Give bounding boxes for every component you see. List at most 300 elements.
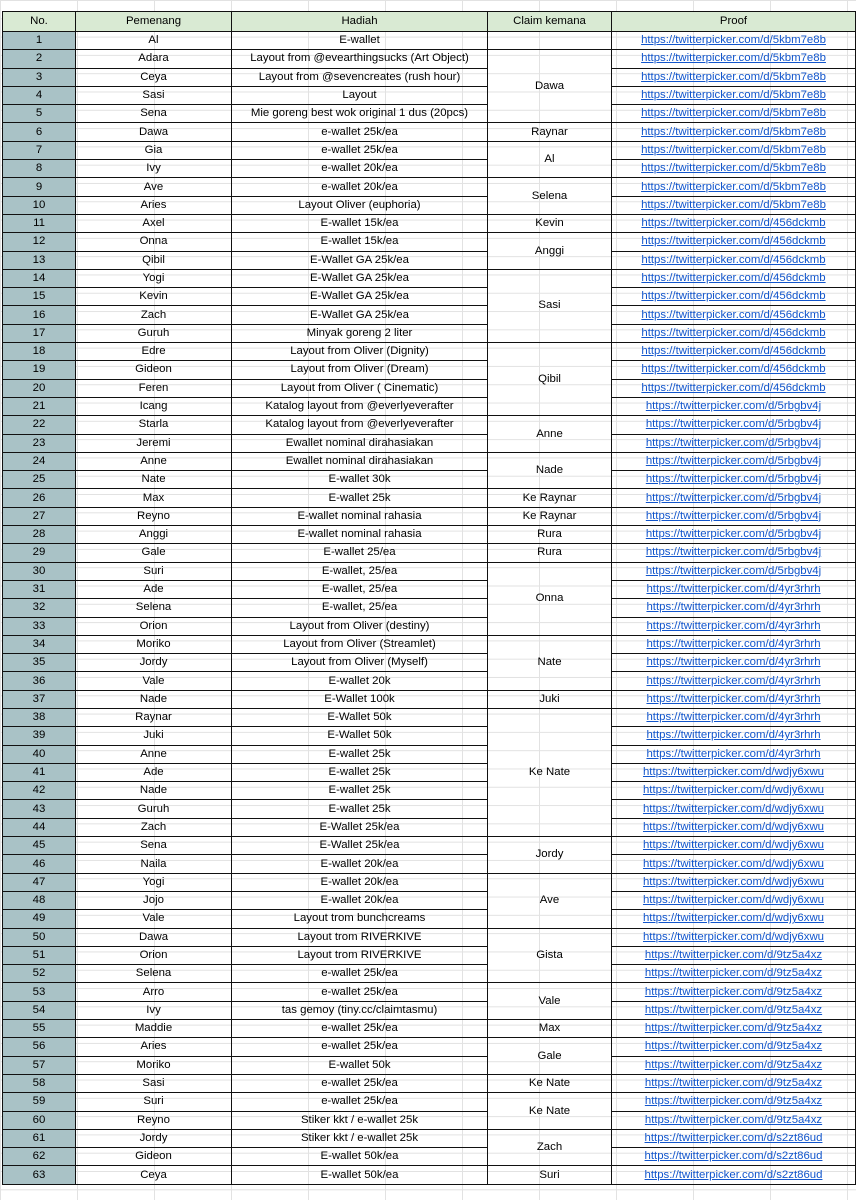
prize-cell[interactable]: Layout trom RIVERKIVE [232, 928, 488, 946]
row-number-cell[interactable]: 44 [3, 818, 76, 836]
row-number-cell[interactable]: 51 [3, 946, 76, 964]
row-number-cell[interactable]: 25 [3, 471, 76, 489]
winner-name-cell[interactable]: Anggi [76, 526, 232, 544]
prize-cell[interactable]: E-Wallet GA 25k/ea [232, 269, 488, 287]
proof-link[interactable]: https://twitterpicker.com/d/456dckmb [612, 269, 856, 287]
prize-cell[interactable]: Stiker kkt / e-wallet 25k [232, 1111, 488, 1129]
claim-destination-cell[interactable]: Gista [488, 928, 612, 983]
claim-destination-cell[interactable]: Al [488, 141, 612, 178]
claim-destination-cell[interactable]: Max [488, 1020, 612, 1038]
prize-cell[interactable]: E-wallet 25k [232, 800, 488, 818]
winner-name-cell[interactable]: Feren [76, 379, 232, 397]
winner-name-cell[interactable]: Reyno [76, 1111, 232, 1129]
prize-cell[interactable]: E-wallet 25k [232, 763, 488, 781]
table-row [3, 1056, 856, 1074]
winner-name-cell[interactable]: Zach [76, 306, 232, 324]
prize-cell[interactable]: E-Wallet GA 25k/ea [232, 288, 488, 306]
proof-link[interactable]: https://twitterpicker.com/d/s2zt86ud [612, 1148, 856, 1166]
prize-cell[interactable]: e-wallet 25k/ea [232, 965, 488, 983]
prize-cell[interactable]: E-Wallet 25k/ea [232, 818, 488, 836]
claim-destination-cell[interactable]: Rura [488, 544, 612, 562]
proof-link[interactable]: https://twitterpicker.com/d/5kbm7e8b [612, 50, 856, 68]
claim-destination-cell[interactable]: Sasi [488, 269, 612, 342]
claim-destination-cell[interactable]: Ke Raynar [488, 507, 612, 525]
prize-cell[interactable]: Minyak goreng 2 liter [232, 324, 488, 342]
row-number-cell[interactable]: 47 [3, 873, 76, 891]
table-row [3, 123, 856, 141]
table-row [3, 416, 856, 434]
row-number-cell[interactable]: 5 [3, 105, 76, 123]
winner-name-cell[interactable]: Guruh [76, 324, 232, 342]
prize-cell[interactable]: Stiker kkt / e-wallet 25k [232, 1129, 488, 1147]
proof-link[interactable]: https://twitterpicker.com/d/5rbgbv4j [612, 562, 856, 580]
proof-link[interactable]: https://twitterpicker.com/d/5kbm7e8b [612, 86, 856, 104]
prize-cell[interactable]: Layout from Oliver (Dignity) [232, 343, 488, 361]
claim-destination-cell[interactable]: Raynar [488, 123, 612, 141]
prize-cell[interactable]: E-wallet 20k/ea [232, 891, 488, 909]
row-number-cell[interactable]: 17 [3, 324, 76, 342]
winner-name-cell[interactable]: Dawa [76, 928, 232, 946]
row-number-cell[interactable]: 62 [3, 1148, 76, 1166]
claim-destination-cell[interactable]: Juki [488, 690, 612, 708]
claim-destination-cell[interactable]: Onna [488, 562, 612, 635]
row-number-cell[interactable]: 18 [3, 343, 76, 361]
prize-cell[interactable]: Layout from @evearthingsucks (Art Object) [232, 50, 488, 68]
proof-link[interactable]: https://twitterpicker.com/d/4yr3rhrh [612, 745, 856, 763]
row-number-cell[interactable]: 13 [3, 251, 76, 269]
proof-link[interactable]: https://twitterpicker.com/d/s2zt86ud [612, 1129, 856, 1147]
proof-link[interactable]: https://twitterpicker.com/d/4yr3rhrh [612, 690, 856, 708]
row-number-cell[interactable]: 57 [3, 1056, 76, 1074]
prize-cell[interactable]: E-wallet 20k/ea [232, 873, 488, 891]
proof-link[interactable]: https://twitterpicker.com/d/5rbgbv4j [612, 452, 856, 470]
prize-cell[interactable]: E-wallet 25/ea [232, 544, 488, 562]
prize-cell[interactable]: Layout from Oliver (Myself) [232, 654, 488, 672]
claim-destination-cell[interactable]: Ke Nate [488, 1074, 612, 1092]
row-number-cell[interactable]: 38 [3, 708, 76, 726]
table-row [3, 544, 856, 562]
winner-name-cell[interactable]: Adara [76, 50, 232, 68]
winner-name-cell[interactable]: Guruh [76, 800, 232, 818]
row-number-cell[interactable]: 12 [3, 233, 76, 251]
proof-link[interactable]: https://twitterpicker.com/d/456dckmb [612, 288, 856, 306]
prize-cell[interactable]: E-wallet, 25/ea [232, 580, 488, 598]
proof-link[interactable]: https://twitterpicker.com/d/wdjy6xwu [612, 855, 856, 873]
prize-cell[interactable]: Layout from @sevencreates (rush hour) [232, 68, 488, 86]
prize-cell[interactable]: E-wallet 30k [232, 471, 488, 489]
winner-name-cell[interactable]: Ade [76, 763, 232, 781]
proof-link[interactable]: https://twitterpicker.com/d/wdjy6xwu [612, 800, 856, 818]
header-proof[interactable]: Proof [612, 12, 856, 32]
proof-link[interactable]: https://twitterpicker.com/d/456dckmb [612, 324, 856, 342]
row-number-cell[interactable]: 2 [3, 50, 76, 68]
row-number-cell[interactable]: 21 [3, 397, 76, 415]
prize-cell[interactable]: Ewallet nominal dirahasiakan [232, 434, 488, 452]
prize-cell[interactable]: E-Wallet 50k [232, 727, 488, 745]
proof-link[interactable]: https://twitterpicker.com/d/5kbm7e8b [612, 68, 856, 86]
proof-link[interactable]: https://twitterpicker.com/d/5rbgbv4j [612, 489, 856, 507]
proof-link[interactable]: https://twitterpicker.com/d/9tz5a4xz [612, 1038, 856, 1056]
proof-link[interactable]: https://twitterpicker.com/d/4yr3rhrh [612, 654, 856, 672]
winner-name-cell[interactable]: Moriko [76, 635, 232, 653]
winner-name-cell[interactable]: Al [76, 32, 232, 50]
prize-cell[interactable]: E-wallet 25k [232, 489, 488, 507]
row-number-cell[interactable]: 14 [3, 269, 76, 287]
row-number-cell[interactable]: 19 [3, 361, 76, 379]
proof-link[interactable]: https://twitterpicker.com/d/9tz5a4xz [612, 1020, 856, 1038]
row-number-cell[interactable]: 9 [3, 178, 76, 196]
prize-cell[interactable]: E-wallet 50k/ea [232, 1166, 488, 1184]
table-row [3, 1020, 856, 1038]
row-number-cell[interactable]: 43 [3, 800, 76, 818]
winner-name-cell[interactable]: Jojo [76, 891, 232, 909]
winner-name-cell[interactable]: Gideon [76, 1148, 232, 1166]
prize-cell[interactable]: E-wallet 50k [232, 1056, 488, 1074]
proof-link[interactable]: https://twitterpicker.com/d/s2zt86ud [612, 1166, 856, 1184]
table-row [3, 1001, 856, 1019]
proof-link[interactable]: https://twitterpicker.com/d/5kbm7e8b [612, 178, 856, 196]
proof-link[interactable]: https://twitterpicker.com/d/9tz5a4xz [612, 1074, 856, 1092]
table-row [3, 50, 856, 68]
prize-cell[interactable]: Ewallet nominal dirahasiakan [232, 452, 488, 470]
claim-destination-cell[interactable]: Kevin [488, 214, 612, 232]
row-number-cell[interactable]: 39 [3, 727, 76, 745]
row-number-cell[interactable]: 49 [3, 910, 76, 928]
winner-name-cell[interactable]: Orion [76, 617, 232, 635]
winner-name-cell[interactable]: Sasi [76, 86, 232, 104]
row-number-cell[interactable]: 50 [3, 928, 76, 946]
prize-cell[interactable]: e-wallet 25k/ea [232, 1020, 488, 1038]
header-no[interactable]: No. [3, 12, 76, 32]
proof-link[interactable]: https://twitterpicker.com/d/4yr3rhrh [612, 580, 856, 598]
prize-cell[interactable]: e-wallet 20k/ea [232, 178, 488, 196]
winners-table [2, 11, 856, 1185]
winner-name-cell[interactable]: Vale [76, 672, 232, 690]
claim-destination-cell[interactable]: Nate [488, 635, 612, 690]
row-number-cell[interactable]: 16 [3, 306, 76, 324]
claim-destination-cell[interactable]: Dawa [488, 50, 612, 123]
winner-name-cell[interactable]: Aries [76, 196, 232, 214]
row-number-cell[interactable]: 46 [3, 855, 76, 873]
claim-destination-cell[interactable]: Anne [488, 416, 612, 453]
winner-name-cell[interactable]: Axel [76, 214, 232, 232]
claim-destination-cell[interactable]: Anggi [488, 233, 612, 270]
prize-cell[interactable]: E-wallet nominal rahasia [232, 526, 488, 544]
winner-name-cell[interactable]: Yogi [76, 873, 232, 891]
row-number-cell[interactable]: 4 [3, 86, 76, 104]
winner-name-cell[interactable]: Onna [76, 233, 232, 251]
winner-name-cell[interactable]: Ceya [76, 1166, 232, 1184]
table-row [3, 343, 856, 361]
claim-destination-cell[interactable]: Suri [488, 1166, 612, 1184]
proof-link[interactable]: https://twitterpicker.com/d/wdjy6xwu [612, 837, 856, 855]
claim-destination-cell[interactable]: Ave [488, 873, 612, 928]
row-number-cell[interactable]: 42 [3, 782, 76, 800]
prize-cell[interactable]: Layout trom bunchcreams [232, 910, 488, 928]
prize-cell[interactable]: Layout from Oliver ( Cinematic) [232, 379, 488, 397]
winner-name-cell[interactable]: Dawa [76, 123, 232, 141]
prize-cell[interactable]: e-wallet 25k/ea [232, 141, 488, 159]
table-row [3, 196, 856, 214]
row-number-cell[interactable]: 55 [3, 1020, 76, 1038]
winner-name-cell[interactable]: Naila [76, 855, 232, 873]
prize-cell[interactable]: Katalog layout from @everlyeverafter [232, 397, 488, 415]
header-claim-kemana[interactable]: Claim kemana [488, 12, 612, 32]
prize-cell[interactable]: e-wallet 20k/ea [232, 160, 488, 178]
row-number-cell[interactable]: 15 [3, 288, 76, 306]
proof-link[interactable]: https://twitterpicker.com/d/wdjy6xwu [612, 891, 856, 909]
winner-name-cell[interactable]: Reyno [76, 507, 232, 525]
winner-name-cell[interactable]: Gale [76, 544, 232, 562]
prize-cell[interactable]: Layout from Oliver (Streamlet) [232, 635, 488, 653]
row-number-cell[interactable]: 23 [3, 434, 76, 452]
winner-name-cell[interactable]: Nate [76, 471, 232, 489]
prize-cell[interactable]: Mie goreng best wok original 1 dus (20pcs) [232, 105, 488, 123]
winner-name-cell[interactable]: Icang [76, 397, 232, 415]
table-row [3, 910, 856, 928]
winner-name-cell[interactable]: Juki [76, 727, 232, 745]
row-number-cell[interactable]: 37 [3, 690, 76, 708]
row-number-cell[interactable]: 63 [3, 1166, 76, 1184]
row-number-cell[interactable]: 48 [3, 891, 76, 909]
proof-link[interactable]: https://twitterpicker.com/d/wdjy6xwu [612, 873, 856, 891]
proof-link[interactable]: https://twitterpicker.com/d/456dckmb [612, 306, 856, 324]
row-number-cell[interactable]: 29 [3, 544, 76, 562]
winner-name-cell[interactable]: Moriko [76, 1056, 232, 1074]
winner-name-cell[interactable]: Suri [76, 1093, 232, 1111]
proof-link[interactable]: https://twitterpicker.com/d/456dckmb [612, 233, 856, 251]
winner-name-cell[interactable]: Raynar [76, 708, 232, 726]
winner-name-cell[interactable]: Qibil [76, 251, 232, 269]
row-number-cell[interactable]: 8 [3, 160, 76, 178]
proof-link[interactable]: https://twitterpicker.com/d/5kbm7e8b [612, 196, 856, 214]
row-number-cell[interactable]: 54 [3, 1001, 76, 1019]
proof-link[interactable]: https://twitterpicker.com/d/9tz5a4xz [612, 1111, 856, 1129]
prize-cell[interactable]: E-wallet 25k [232, 745, 488, 763]
proof-link[interactable]: https://twitterpicker.com/d/5rbgbv4j [612, 507, 856, 525]
prize-cell[interactable]: E-wallet 20k/ea [232, 855, 488, 873]
prize-cell[interactable]: E-Wallet GA 25k/ea [232, 306, 488, 324]
winner-name-cell[interactable]: Nade [76, 782, 232, 800]
winner-name-cell[interactable]: Ivy [76, 1001, 232, 1019]
proof-link[interactable]: https://twitterpicker.com/d/456dckmb [612, 379, 856, 397]
row-number-cell[interactable]: 20 [3, 379, 76, 397]
proof-link[interactable]: https://twitterpicker.com/d/5rbgbv4j [612, 434, 856, 452]
prize-cell[interactable]: E-wallet, 25/ea [232, 562, 488, 580]
table-row [3, 324, 856, 342]
row-number-cell[interactable]: 58 [3, 1074, 76, 1092]
row-number-cell[interactable]: 26 [3, 489, 76, 507]
winner-name-cell[interactable]: Selena [76, 965, 232, 983]
table-row [3, 1148, 856, 1166]
prize-cell[interactable]: E-Wallet 100k [232, 690, 488, 708]
winner-name-cell[interactable]: Vale [76, 910, 232, 928]
prize-cell[interactable]: tas gemoy (tiny.cc/claimtasmu) [232, 1001, 488, 1019]
prize-cell[interactable]: Layout trom RIVERKIVE [232, 946, 488, 964]
prize-cell[interactable]: Layout Oliver (euphoria) [232, 196, 488, 214]
proof-link[interactable]: https://twitterpicker.com/d/5kbm7e8b [612, 105, 856, 123]
prize-cell[interactable]: Layout from Oliver (destiny) [232, 617, 488, 635]
winner-name-cell[interactable]: Jordy [76, 654, 232, 672]
claim-destination-cell[interactable]: Rura [488, 526, 612, 544]
winner-name-cell[interactable]: Orion [76, 946, 232, 964]
winner-name-cell[interactable]: Ceya [76, 68, 232, 86]
proof-link[interactable]: https://twitterpicker.com/d/456dckmb [612, 214, 856, 232]
proof-link[interactable]: https://twitterpicker.com/d/5kbm7e8b [612, 32, 856, 50]
prize-cell[interactable]: E-wallet 15k/ea [232, 233, 488, 251]
proof-link[interactable]: https://twitterpicker.com/d/wdjy6xwu [612, 782, 856, 800]
proof-link[interactable]: https://twitterpicker.com/d/456dckmb [612, 361, 856, 379]
winner-name-cell[interactable]: Sena [76, 105, 232, 123]
row-number-cell[interactable]: 36 [3, 672, 76, 690]
proof-link[interactable]: https://twitterpicker.com/d/9tz5a4xz [612, 946, 856, 964]
row-number-cell[interactable]: 31 [3, 580, 76, 598]
winner-name-cell[interactable]: Suri [76, 562, 232, 580]
row-number-cell[interactable]: 11 [3, 214, 76, 232]
winner-name-cell[interactable]: Arro [76, 983, 232, 1001]
prize-cell[interactable]: E-Wallet 25k/ea [232, 837, 488, 855]
row-number-cell[interactable]: 34 [3, 635, 76, 653]
prize-cell[interactable]: E-Wallet 50k [232, 708, 488, 726]
table-row [3, 965, 856, 983]
winner-name-cell[interactable]: Anne [76, 745, 232, 763]
proof-link[interactable]: https://twitterpicker.com/d/5rbgbv4j [612, 471, 856, 489]
row-number-cell[interactable]: 28 [3, 526, 76, 544]
claim-destination-cell[interactable]: Gale [488, 1038, 612, 1075]
row-number-cell[interactable]: 52 [3, 965, 76, 983]
prize-cell[interactable]: e-wallet 25k/ea [232, 123, 488, 141]
header-hadiah[interactable]: Hadiah [232, 12, 488, 32]
proof-link[interactable]: https://twitterpicker.com/d/5kbm7e8b [612, 160, 856, 178]
proof-link[interactable]: https://twitterpicker.com/d/5kbm7e8b [612, 123, 856, 141]
row-number-cell[interactable]: 24 [3, 452, 76, 470]
prize-cell[interactable]: E-wallet 20k [232, 672, 488, 690]
prize-cell[interactable]: Layout from Oliver (Dream) [232, 361, 488, 379]
row-number-cell[interactable]: 7 [3, 141, 76, 159]
claim-destination-cell[interactable]: Vale [488, 983, 612, 1020]
proof-link[interactable]: https://twitterpicker.com/d/wdjy6xwu [612, 818, 856, 836]
row-number-cell[interactable]: 27 [3, 507, 76, 525]
claim-destination-cell[interactable]: Ke Raynar [488, 489, 612, 507]
winner-name-cell[interactable]: Aries [76, 1038, 232, 1056]
row-number-cell[interactable]: 45 [3, 837, 76, 855]
proof-link[interactable]: https://twitterpicker.com/d/456dckmb [612, 343, 856, 361]
row-number-cell[interactable]: 10 [3, 196, 76, 214]
row-number-cell[interactable]: 53 [3, 983, 76, 1001]
proof-link[interactable]: https://twitterpicker.com/d/wdjy6xwu [612, 763, 856, 781]
winner-name-cell[interactable]: Starla [76, 416, 232, 434]
proof-link[interactable]: https://twitterpicker.com/d/5rbgbv4j [612, 397, 856, 415]
claim-destination-cell[interactable]: Selena [488, 178, 612, 215]
claim-destination-cell[interactable]: Qibil [488, 343, 612, 416]
row-number-cell[interactable]: 1 [3, 32, 76, 50]
claim-destination-cell[interactable]: Ke Nate [488, 1093, 612, 1130]
proof-link[interactable]: https://twitterpicker.com/d/4yr3rhrh [612, 727, 856, 745]
proof-link[interactable]: https://twitterpicker.com/d/5kbm7e8b [612, 141, 856, 159]
proof-link[interactable]: https://twitterpicker.com/d/456dckmb [612, 251, 856, 269]
claim-destination-cell[interactable]: Zach [488, 1129, 612, 1166]
winner-name-cell[interactable]: Nade [76, 690, 232, 708]
prize-cell[interactable]: E-wallet [232, 32, 488, 50]
row-number-cell[interactable]: 61 [3, 1129, 76, 1147]
proof-link[interactable]: https://twitterpicker.com/d/9tz5a4xz [612, 1056, 856, 1074]
winner-name-cell[interactable]: Gia [76, 141, 232, 159]
prize-cell[interactable]: Katalog layout from @everlyeverafter [232, 416, 488, 434]
row-number-cell[interactable]: 33 [3, 617, 76, 635]
prize-cell[interactable]: E-wallet nominal rahasia [232, 507, 488, 525]
winner-name-cell[interactable]: Jordy [76, 1129, 232, 1147]
proof-link[interactable]: https://twitterpicker.com/d/4yr3rhrh [612, 599, 856, 617]
prize-cell[interactable]: e-wallet 25k/ea [232, 1074, 488, 1092]
prize-cell[interactable]: Layout [232, 86, 488, 104]
winner-name-cell[interactable]: Ivy [76, 160, 232, 178]
row-number-cell[interactable]: 22 [3, 416, 76, 434]
row-number-cell[interactable]: 40 [3, 745, 76, 763]
prize-cell[interactable]: e-wallet 25k/ea [232, 983, 488, 1001]
claim-destination-cell[interactable]: Ke Nate [488, 708, 612, 836]
prize-cell[interactable]: E-wallet 25k [232, 782, 488, 800]
claim-destination-cell[interactable]: Nade [488, 452, 612, 489]
prize-cell[interactable]: E-wallet 15k/ea [232, 214, 488, 232]
winner-name-cell[interactable]: Sasi [76, 1074, 232, 1092]
row-number-cell[interactable]: 41 [3, 763, 76, 781]
proof-link[interactable]: https://twitterpicker.com/d/9tz5a4xz [612, 983, 856, 1001]
winner-name-cell[interactable]: Maddie [76, 1020, 232, 1038]
proof-link[interactable]: https://twitterpicker.com/d/5rbgbv4j [612, 416, 856, 434]
winner-name-cell[interactable]: Kevin [76, 288, 232, 306]
row-number-cell[interactable]: 32 [3, 599, 76, 617]
proof-link[interactable]: https://twitterpicker.com/d/5rbgbv4j [612, 544, 856, 562]
row-number-cell[interactable]: 35 [3, 654, 76, 672]
header-pemenang[interactable]: Pemenang [76, 12, 232, 32]
prize-cell[interactable]: E-wallet 50k/ea [232, 1148, 488, 1166]
winner-name-cell[interactable]: Yogi [76, 269, 232, 287]
prize-cell[interactable]: e-wallet 25k/ea [232, 1093, 488, 1111]
row-number-cell[interactable]: 56 [3, 1038, 76, 1056]
proof-link[interactable]: https://twitterpicker.com/d/5rbgbv4j [612, 526, 856, 544]
proof-link[interactable]: https://twitterpicker.com/d/9tz5a4xz [612, 965, 856, 983]
proof-link[interactable]: https://twitterpicker.com/d/9tz5a4xz [612, 1001, 856, 1019]
claim-destination-cell[interactable]: Jordy [488, 837, 612, 874]
winner-name-cell[interactable]: Max [76, 489, 232, 507]
winner-name-cell[interactable]: Ave [76, 178, 232, 196]
prize-cell[interactable]: E-Wallet GA 25k/ea [232, 251, 488, 269]
winner-name-cell[interactable]: Anne [76, 452, 232, 470]
row-number-cell[interactable]: 3 [3, 68, 76, 86]
proof-link[interactable]: https://twitterpicker.com/d/4yr3rhrh [612, 708, 856, 726]
winner-name-cell[interactable]: Sena [76, 837, 232, 855]
proof-link[interactable]: https://twitterpicker.com/d/4yr3rhrh [612, 672, 856, 690]
row-number-cell[interactable]: 30 [3, 562, 76, 580]
proof-link[interactable]: https://twitterpicker.com/d/4yr3rhrh [612, 617, 856, 635]
row-number-cell[interactable]: 6 [3, 123, 76, 141]
claim-destination-cell[interactable] [488, 32, 612, 50]
winner-name-cell[interactable]: Ade [76, 580, 232, 598]
winner-name-cell[interactable]: Edre [76, 343, 232, 361]
prize-cell[interactable]: E-wallet, 25/ea [232, 599, 488, 617]
winner-name-cell[interactable]: Selena [76, 599, 232, 617]
proof-link[interactable]: https://twitterpicker.com/d/9tz5a4xz [612, 1093, 856, 1111]
winner-name-cell[interactable]: Jeremi [76, 434, 232, 452]
row-number-cell[interactable]: 59 [3, 1093, 76, 1111]
row-number-cell[interactable]: 60 [3, 1111, 76, 1129]
proof-link[interactable]: https://twitterpicker.com/d/4yr3rhrh [612, 635, 856, 653]
prize-cell[interactable]: e-wallet 25k/ea [232, 1038, 488, 1056]
winner-name-cell[interactable]: Gideon [76, 361, 232, 379]
proof-link[interactable]: https://twitterpicker.com/d/wdjy6xwu [612, 910, 856, 928]
winner-name-cell[interactable]: Zach [76, 818, 232, 836]
proof-link[interactable]: https://twitterpicker.com/d/wdjy6xwu [612, 928, 856, 946]
